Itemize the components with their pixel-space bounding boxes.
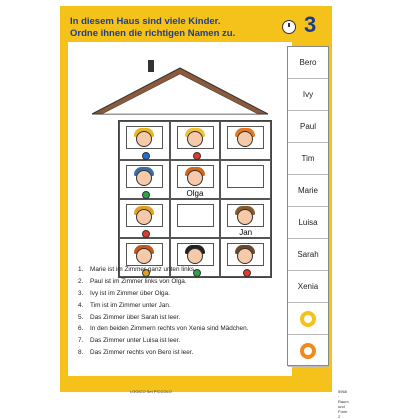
house-room xyxy=(170,121,221,160)
clue-list xyxy=(78,264,288,358)
child-face-icon xyxy=(187,248,203,264)
house-room xyxy=(220,160,271,199)
clue-item xyxy=(78,288,288,300)
clue-number: 5. xyxy=(78,313,84,321)
room-window xyxy=(177,126,214,149)
house-room xyxy=(119,160,170,199)
house-room xyxy=(119,121,170,160)
house-room xyxy=(220,199,271,238)
clue-text: Das Zimmer rechts von Bero ist leer. xyxy=(90,348,194,356)
clue-number: 8. xyxy=(78,348,84,356)
name-column xyxy=(287,46,329,366)
room-window xyxy=(126,165,163,188)
ring-tile[interactable] xyxy=(288,303,328,335)
color-peg-icon xyxy=(142,191,150,199)
room-window xyxy=(126,204,163,227)
clue-item xyxy=(78,311,288,323)
room-window xyxy=(227,243,264,266)
clue-number: 3. xyxy=(78,289,84,297)
clue-item xyxy=(78,347,288,359)
clue-number: 1. xyxy=(78,266,84,274)
clue-text: Tim ist im Zimmer unter Jan. xyxy=(90,301,171,309)
footer-left: LOGICO Set PICCOLO xyxy=(130,389,172,394)
room-window xyxy=(227,126,264,149)
name-tile[interactable]: Sarah xyxy=(288,239,328,271)
name-tile[interactable]: Bero xyxy=(288,47,328,79)
child-face-icon xyxy=(237,209,253,225)
house-room xyxy=(170,160,221,199)
room-label: Jan xyxy=(239,228,253,237)
clue-text: Das Zimmer unter Luisa ist leer. xyxy=(90,337,181,345)
ring-tile[interactable] xyxy=(288,335,328,367)
color-peg-icon xyxy=(193,152,201,160)
clue-item xyxy=(78,323,288,335)
room-window xyxy=(177,243,214,266)
house-room xyxy=(170,199,221,238)
child-face-icon xyxy=(237,131,253,147)
orange-ring-icon xyxy=(300,343,316,359)
instruction-line-1: In diesem Haus sind viele Kinder. xyxy=(70,16,221,27)
exercise-area xyxy=(68,42,292,376)
room-window xyxy=(227,165,264,188)
child-face-icon xyxy=(237,248,253,264)
room-label: Olga xyxy=(186,189,204,198)
page-number: 3 xyxy=(304,12,317,37)
name-tile[interactable]: Tim xyxy=(288,143,328,175)
name-tile[interactable]: Luisa xyxy=(288,207,328,239)
child-face-icon xyxy=(136,248,152,264)
timer-icon xyxy=(282,20,296,34)
instruction-line-2: Ordne ihnen die richtigen Namen zu. xyxy=(70,28,236,39)
name-tile[interactable]: Ivy xyxy=(288,79,328,111)
clue-text: Marie ist im Zimmer ganz unten links. xyxy=(90,266,196,274)
color-peg-icon xyxy=(142,152,150,160)
clue-item xyxy=(78,299,288,311)
name-tile[interactable]: Xenia xyxy=(288,271,328,303)
color-peg-icon xyxy=(142,230,150,238)
room-window xyxy=(227,204,264,227)
clue-text: In den beiden Zimmern rechts von Xenia sind Mädchen. xyxy=(90,325,249,333)
clue-number: 2. xyxy=(78,278,84,286)
clue-number: 7. xyxy=(78,337,84,345)
house-room xyxy=(119,199,170,238)
child-face-icon xyxy=(187,131,203,147)
clue-text: Das Zimmer über Sarah ist leer. xyxy=(90,313,181,321)
roof-icon xyxy=(88,64,272,116)
clue-text: Ivy ist im Zimmer über Olga. xyxy=(90,289,170,297)
clue-item xyxy=(78,276,288,288)
name-tile[interactable]: Paul xyxy=(288,111,328,143)
clue-number: 4. xyxy=(78,301,84,309)
child-face-icon xyxy=(187,170,203,186)
house-grid xyxy=(118,120,272,278)
yellow-ring-icon xyxy=(300,311,316,327)
instruction-text xyxy=(70,16,270,40)
house-room xyxy=(220,121,271,160)
name-tile[interactable]: Marie xyxy=(288,175,328,207)
clue-item xyxy=(78,335,288,347)
room-window xyxy=(126,126,163,149)
clue-item xyxy=(78,264,288,276)
child-face-icon xyxy=(136,131,152,147)
footer-right: 5968 · Raum und Form 2 xyxy=(338,389,349,419)
child-face-icon xyxy=(136,170,152,186)
child-face-icon xyxy=(136,209,152,225)
room-window xyxy=(126,243,163,266)
room-window xyxy=(177,204,214,227)
clue-text: Paul ist im Zimmer links von Olga. xyxy=(90,278,187,286)
room-window xyxy=(177,165,214,188)
clue-number: 6. xyxy=(78,325,84,333)
